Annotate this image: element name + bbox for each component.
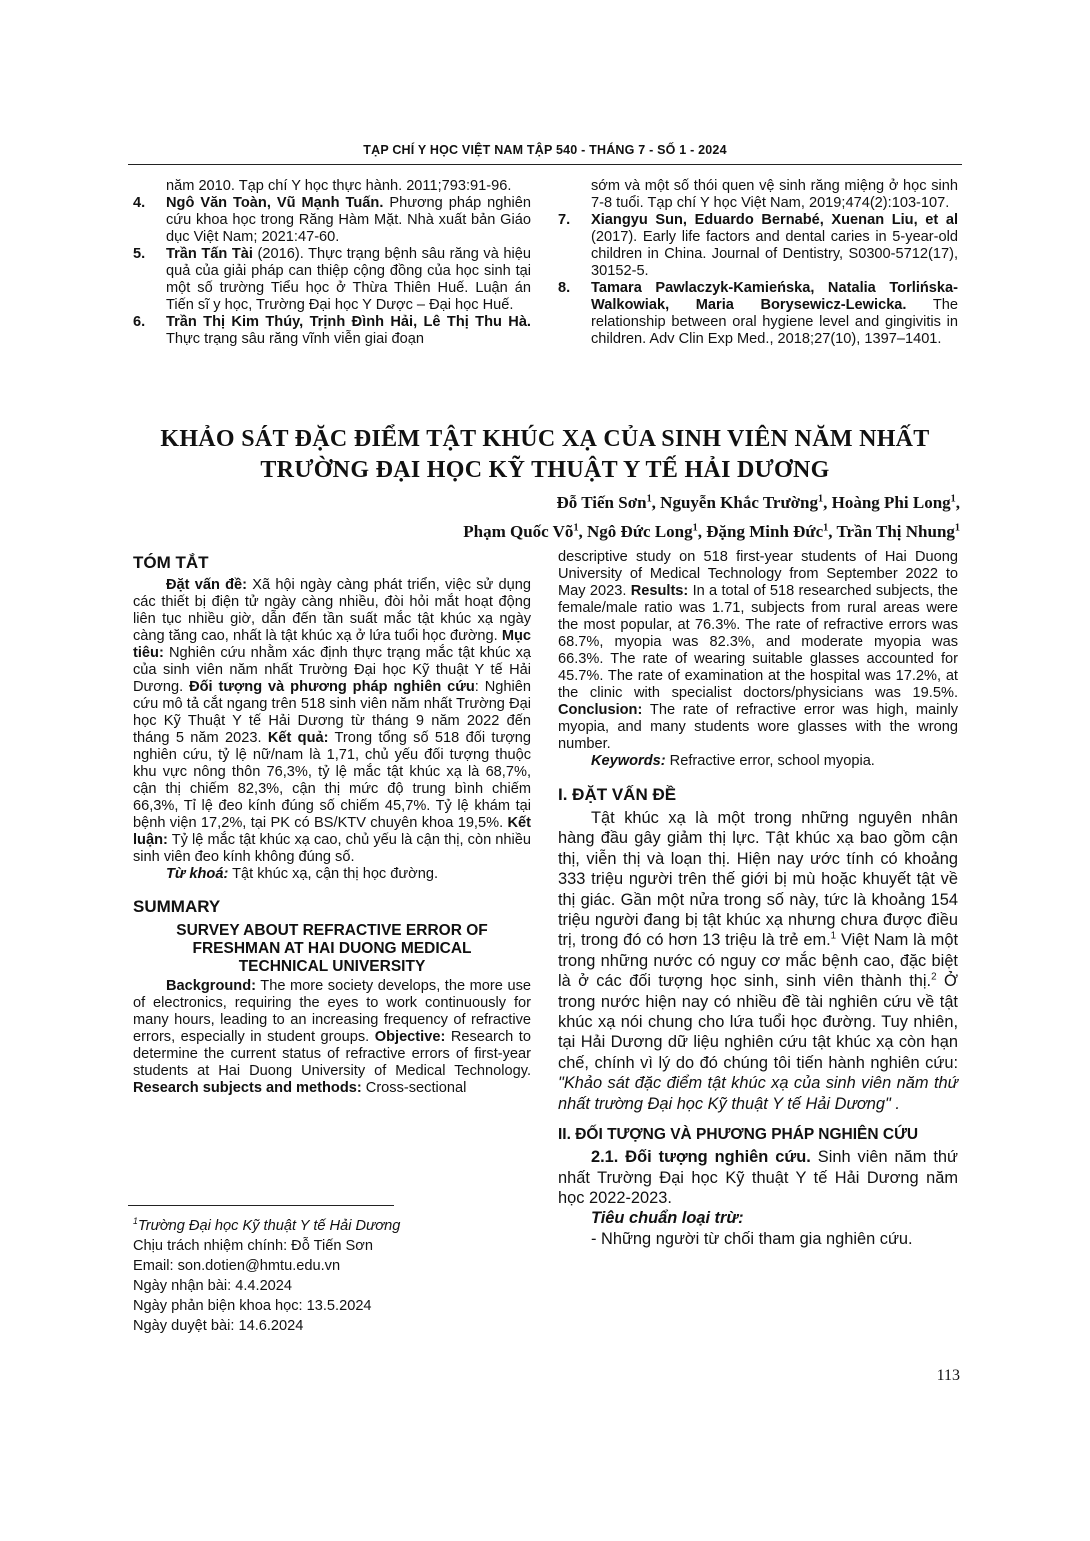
- reference-item: 6. Trần Thị Kim Thúy, Trịnh Đình Hải, Lê Thị Thu Hà. Thực trạng sâu răng vĩnh viễn giai đoạn: [133, 314, 531, 347]
- reference-item: 4. Ngô Văn Toàn, Vũ Mạnh Tuấn. Phương pháp nghiên cứu khoa học trong Răng Hàm Mặt. Nhà xuất bản Giáo dục Việt Nam; 2021:47-60.: [133, 195, 531, 245]
- summary-text-continued: descriptive study on 518 first-year students of Hai Duong University of Medical Technology from September 2022 to May 2023. Results: In a total of 518 researched subjects, the female/male ratio was 1.71, subjects from rural areas were the most popular, at 76.3%. The rate of refractive errors was 68.7%, myopia was 82.3%, and moderate myopia was 66.3%. The rate of wearing suitable glasses accounted for 45.7%. The rate of examination at the hospital was 17.2%, at the clinic with specialist doctors/physicians was 19.5%. Conclusion: The rate of refractive error was high, mainly myopia, and many students wore glasses with the wrong number.: [558, 549, 958, 752]
- author: Trần Thị Nhung: [836, 522, 955, 541]
- exclusion-criteria-item: - Những người từ chối tham gia nghiên cứu.: [591, 1229, 913, 1248]
- author: Hoàng Phi Long: [831, 493, 951, 512]
- reference-item: 7. Xiangyu Sun, Eduardo Bernabé, Xuenan Liu, et al (2017). Early life factors and dental caries in 5-year-old children in China. Journal of Dentistry, S0300-5712(17), 30152-5.: [558, 212, 958, 279]
- header-divider: [128, 164, 962, 165]
- references-right: [558, 178, 958, 348]
- reference-item: 8. Tamara Pawlaczyk-Kamieńska, Natalia Torlińska-Walkowiak, Maria Borysewicz-Lewicka. The relationship between oral hygiene level and gingivitis in children. Adv Clin Exp Med., 2018;27(10), 1397–1401.: [558, 280, 958, 347]
- footnote: $^1$Trường Đại học Kỹ thuật Y tế Hải Dương Chịu trách nhiệm chính: Đỗ Tiến Sơn Email: son.dotien@hmtu.edu.vn Ngày nhận bài: 4.4.2024 Ngày phản biện khoa học: 13.5.2024 Ngày duyệt bài: 14.6.2024: [133, 1216, 401, 1334]
- left-column: [133, 553, 531, 1097]
- abstract-vi-text: Đặt vấn đề: Xã hội ngày càng phát triển, việc sử dụng các thiết bị điện tử ngày càng nhiều, đòi hỏi mắt hoạt động liên tục nhiều giờ, dẫn đến tần suất mắc tật khúc xạ ngày càng tăng cao, nhất là tật khúc xạ ở lứa tuổi học đường. Mục tiêu: Nghiên cứu nhằm xác định thực trạng mắc tật khúc xạ của sinh viên năm nhất Trường Đại học Kỹ thuật Y tế Hải Dương. Đối tượng và phương pháp nghiên cứu: Nghiên cứu mô tả cắt ngang trên 518 sinh viên năm nhất Trường Đại học Kỹ Thuật Y tế Hải Dương từ tháng 9 năm 2022 đến tháng 5 năm 2023. Kết quả: Trong tổng số 518 đối tượng nghiên cứu, tỷ lệ nữ/nam là 1,71, chủ yếu đối tượng thuộc khu vực nông thôn 76,3%, tỷ lệ mắc tật khúc xạ là 68,7%, cận thị chiếm 82,3%, cận thị mức độ trung bình chiếm 66,3%, Tỉ lệ đeo kính đúng số chiếm 45,7%. Tỷ lệ khám tại bệnh viện 17,2%, tại PK có BS/KTV chuyên khoa 19,5%. Kết luận: Tỷ lệ mắc tật khúc xạ cao, chủ yếu là cận thị, còn nhiều sinh viên đeo kính không đúng số.: [133, 577, 532, 865]
- exclusion-criteria-label: Tiêu chuẩn loại trừ:: [591, 1209, 744, 1228]
- keywords-vi: Từ khoá: Tật khúc xạ, cận thị học đường.: [166, 866, 439, 882]
- right-column: [558, 549, 958, 1249]
- methods-heading: II. ĐỐI TƯỢNG VÀ PHƯƠNG PHÁP NGHIÊN CỨU: [558, 1126, 919, 1144]
- author-list: Đỗ Tiến Sơn$^1$, Nguyễn Khắc Trường$^1$, Hoàng Phi Long$^1$, Phạm Quốc $Võ^1$, Ngô Đức Long$^1$, Đặng Minh Đức$^1$, Trần Thị Nhung$^1$: [463, 493, 960, 541]
- journal-header: TẠP CHÍ Y HỌC VIỆT NAM TẬP 540 - THÁNG 7 - SỐ 1 - 2024: [363, 143, 727, 157]
- author: Phạm Quốc Võ: [463, 522, 574, 541]
- page-number: 113: [936, 1367, 960, 1384]
- author: Nguyễn Khắc Trường: [660, 493, 819, 512]
- author: Đặng Minh Đức: [706, 522, 824, 541]
- reference-continuation: năm 2010. Tạp chí Y học thực hành. 2011;793:91-96.: [166, 178, 512, 194]
- author: Đỗ Tiến Sơn: [556, 493, 647, 512]
- references-left: [133, 178, 531, 348]
- summary-text: Background: The more society develops, the more use of electronics, requiring the eyes to work continuously for many hours, leading to an increasing frequency of refractive errors, especially in student groups. Objective: Research to determine the current status of refractive errors of first-year students at Hai Duong University of Medical Technology. Research subjects and methods: Cross-sectional: [133, 978, 531, 1096]
- intro-heading: I. ĐẶT VẤN ĐỀ: [558, 785, 677, 804]
- reference-item: 5. Trần Tấn Tài (2016). Thực trạng bệnh sâu răng và hiệu quả của giải pháp can thiệp cộng đồng của học sinh tại một số trường Tiểu học ở Thừa Thiên Huế. Luận án Tiến sĩ y học, Trường Đại học Y Dược – Đại học Huế.: [133, 246, 531, 313]
- author: Ngô Đức Long: [587, 522, 693, 541]
- article-title: KHẢO SÁT ĐẶC ĐIỂM TẬT KHÚC XẠ CỦA SINH VIÊN NĂM NHẤT TRƯỜNG ĐẠI HỌC KỸ THUẬT Y TẾ HẢI DƯƠNG: [160, 426, 930, 483]
- keywords-en: Keywords: Refractive error, school myopia.: [591, 753, 875, 769]
- footnote-divider: [128, 1205, 394, 1206]
- methods-subjects: 2.1. Đối tượng nghiên cứu. Sinh viên năm thứ nhất Trường Đại học Kỹ thuật Y tế Hải Dương năm học 2022-2023.: [558, 1148, 958, 1207]
- reference-continuation: sớm và một số thói quen vệ sinh răng miệng ở học sinh 7-8 tuổi. Tạp chí Y học Việt Nam, 2019;474(2):103-107.: [591, 178, 958, 211]
- intro-paragraph: Tật khúc xạ là một trong những nguyên nhân hàng đầu gây giảm thị lực. Tật khúc xạ bao gồm cận thị, viễn thị và loạn thị. Hiện nay ước tính có khoảng 333 triệu người trên thế giới bị mù hoặc khuyết tật về thị giác. Gần một nửa trong số này, tức là khoảng 154 triệu người đang bị tật khúc xạ nhưng chưa được điều trị, trong đó có hơn 13 triệu là trẻ em.$^1$ Việt Nam là một trong những nước có nguy cơ mắc bệnh cao, đặc biệt là ở các đối tượng học sinh, sinh viên thành thị.$^2$ Ở trong nước hiện nay có nhiều đề tài nghiên cứu về tật khúc xạ nói chung cho lứa tuổi học đường. Tuy nhiên, tại Hải Dương dữ liệu nghiên cứu tật khúc xạ còn hạn chế, chính vì lý do đó chúng tôi tiến hành nghiên cứu: "Khảo sát đặc điểm tật khúc xạ của sinh viên năm thứ nhất trường Đại học Kỹ thuật Y tế Hải Dương" .: [558, 809, 958, 1113]
- abstract-heading: TÓM TẮT: [133, 553, 209, 572]
- summary-heading: SUMMARY: [133, 897, 221, 916]
- summary-title: SURVEY ABOUT REFRACTIVE ERROR OF FRESHMAN AT HAI DUONG MEDICAL TECHNICAL UNIVERSITY: [176, 922, 488, 975]
